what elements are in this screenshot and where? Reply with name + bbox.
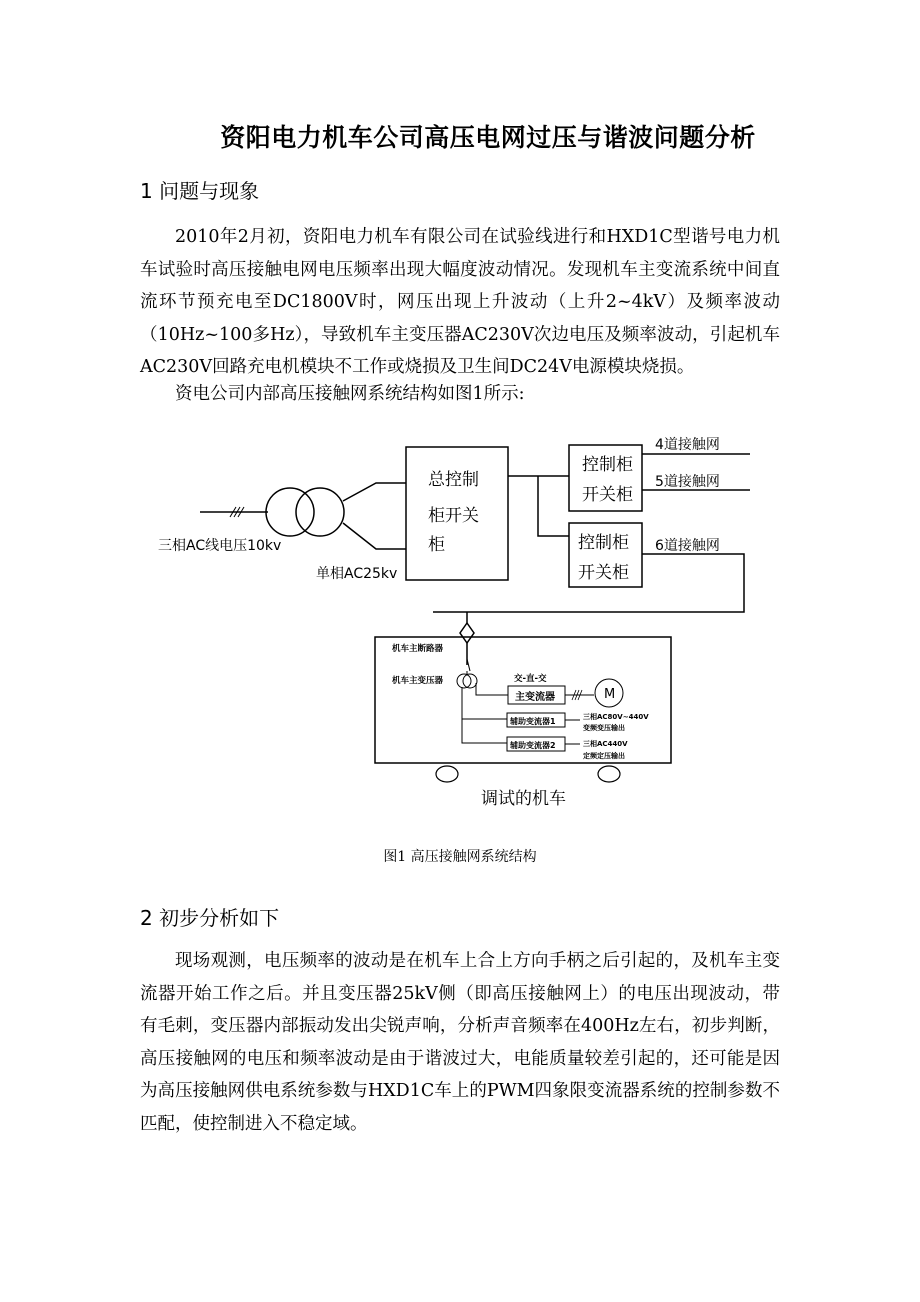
- aux-converter-2-label: 辅助变流器2: [510, 741, 556, 750]
- wheel-right: [598, 766, 620, 782]
- section-2-heading: 2 初步分析如下: [140, 906, 280, 930]
- locomotive-label: 调试的机车: [481, 789, 566, 809]
- main-cabinet-line-2: 柜开关: [428, 506, 479, 526]
- output-2-line-2: 定频定压输出: [583, 752, 625, 760]
- line-5-label: 5道接触网: [655, 474, 720, 490]
- ac-dc-ac-label: 交-直-交: [514, 674, 547, 684]
- cabinet-a-line-2: 开关柜: [582, 485, 633, 505]
- section-1-paragraph-2: 资电公司内部高压接触网系统结构如图1所示:: [175, 384, 525, 404]
- section-1-paragraph-1: 2010年2月初，资阳电力机车有限公司在试验线进行和HXD1C型谐号电力机车试验时高压接触电网电压频率出现大幅度波动情况。发现机车主变流系统中间直流环节预充电至DC1800V时，网压出现上升波动（上升2~4kV）及频率波动（10Hz~100多Hz），导致机车主变压器AC230V次边电压及频率波动，引起机车AC230V回路充电机模块不工作或烧损及卫生间DC24V电源模块烧损。: [140, 227, 780, 378]
- transformer-secondary-coil: [296, 488, 344, 536]
- figure-1-diagram: [0, 425, 920, 835]
- main-converter-label: 主变流器: [515, 692, 555, 703]
- line-voltage-label: 三相AC线电压10kv: [158, 538, 282, 554]
- breaker-label: 机车主断路器: [392, 644, 444, 654]
- output-1-line-1: 三相AC80V~440V: [583, 713, 649, 721]
- line-4-label: 4道接触网: [655, 437, 720, 453]
- loco-transformer-coil-a: [457, 674, 471, 688]
- section-1-heading: 1 问题与现象: [140, 179, 260, 203]
- main-cabinet-line-1: 总控制: [428, 470, 479, 490]
- page-title: 资阳电力机车公司高压电网过压与谐波问题分析: [220, 123, 756, 152]
- figure-1-caption: 图1 高压接触网系统结构: [383, 849, 537, 865]
- output-1-line-2: 变频变压输出: [583, 724, 625, 732]
- main-cabinet-line-3: 柜: [428, 535, 445, 555]
- aux-converter-1-label: 辅助变流器1: [510, 717, 556, 726]
- cabinet-b-line-1: 控制柜: [578, 533, 629, 553]
- loco-transformer-coil-b: [463, 674, 477, 688]
- motor-letter: M: [604, 687, 616, 702]
- line-6-label: 6道接触网: [655, 538, 720, 554]
- cabinet-b-line-2: 开关柜: [578, 563, 629, 583]
- pantograph-symbol: [460, 623, 474, 643]
- single-phase-label: 单相AC25kv: [316, 566, 398, 582]
- transformer-primary-coil: [266, 488, 314, 536]
- output-2-line-1: 三相AC440V: [583, 740, 628, 748]
- cabinet-a-line-1: 控制柜: [582, 455, 633, 475]
- section-2-paragraph-1: 现场观测，电压频率的波动是在机车上合上方向手柄之后引起的，及机车主变流器开始工作之后。并且变压器25kV侧（即高压接触网上）的电压出现波动，带有毛刺，变压器内部振动发出尖锐声响，分析声音频率在400Hz左右，初步判断，高压接触网的电压和频率波动是由于谐波过大，电能质量较差引起的，还可能是因为高压接触网供电系统参数与HXD1C车上的PWM四象限变流器系统的控制参数不匹配，使控制进入不稳定域。: [140, 951, 780, 1134]
- transformer-label: 机车主变压器: [392, 676, 444, 686]
- wheel-left: [436, 766, 458, 782]
